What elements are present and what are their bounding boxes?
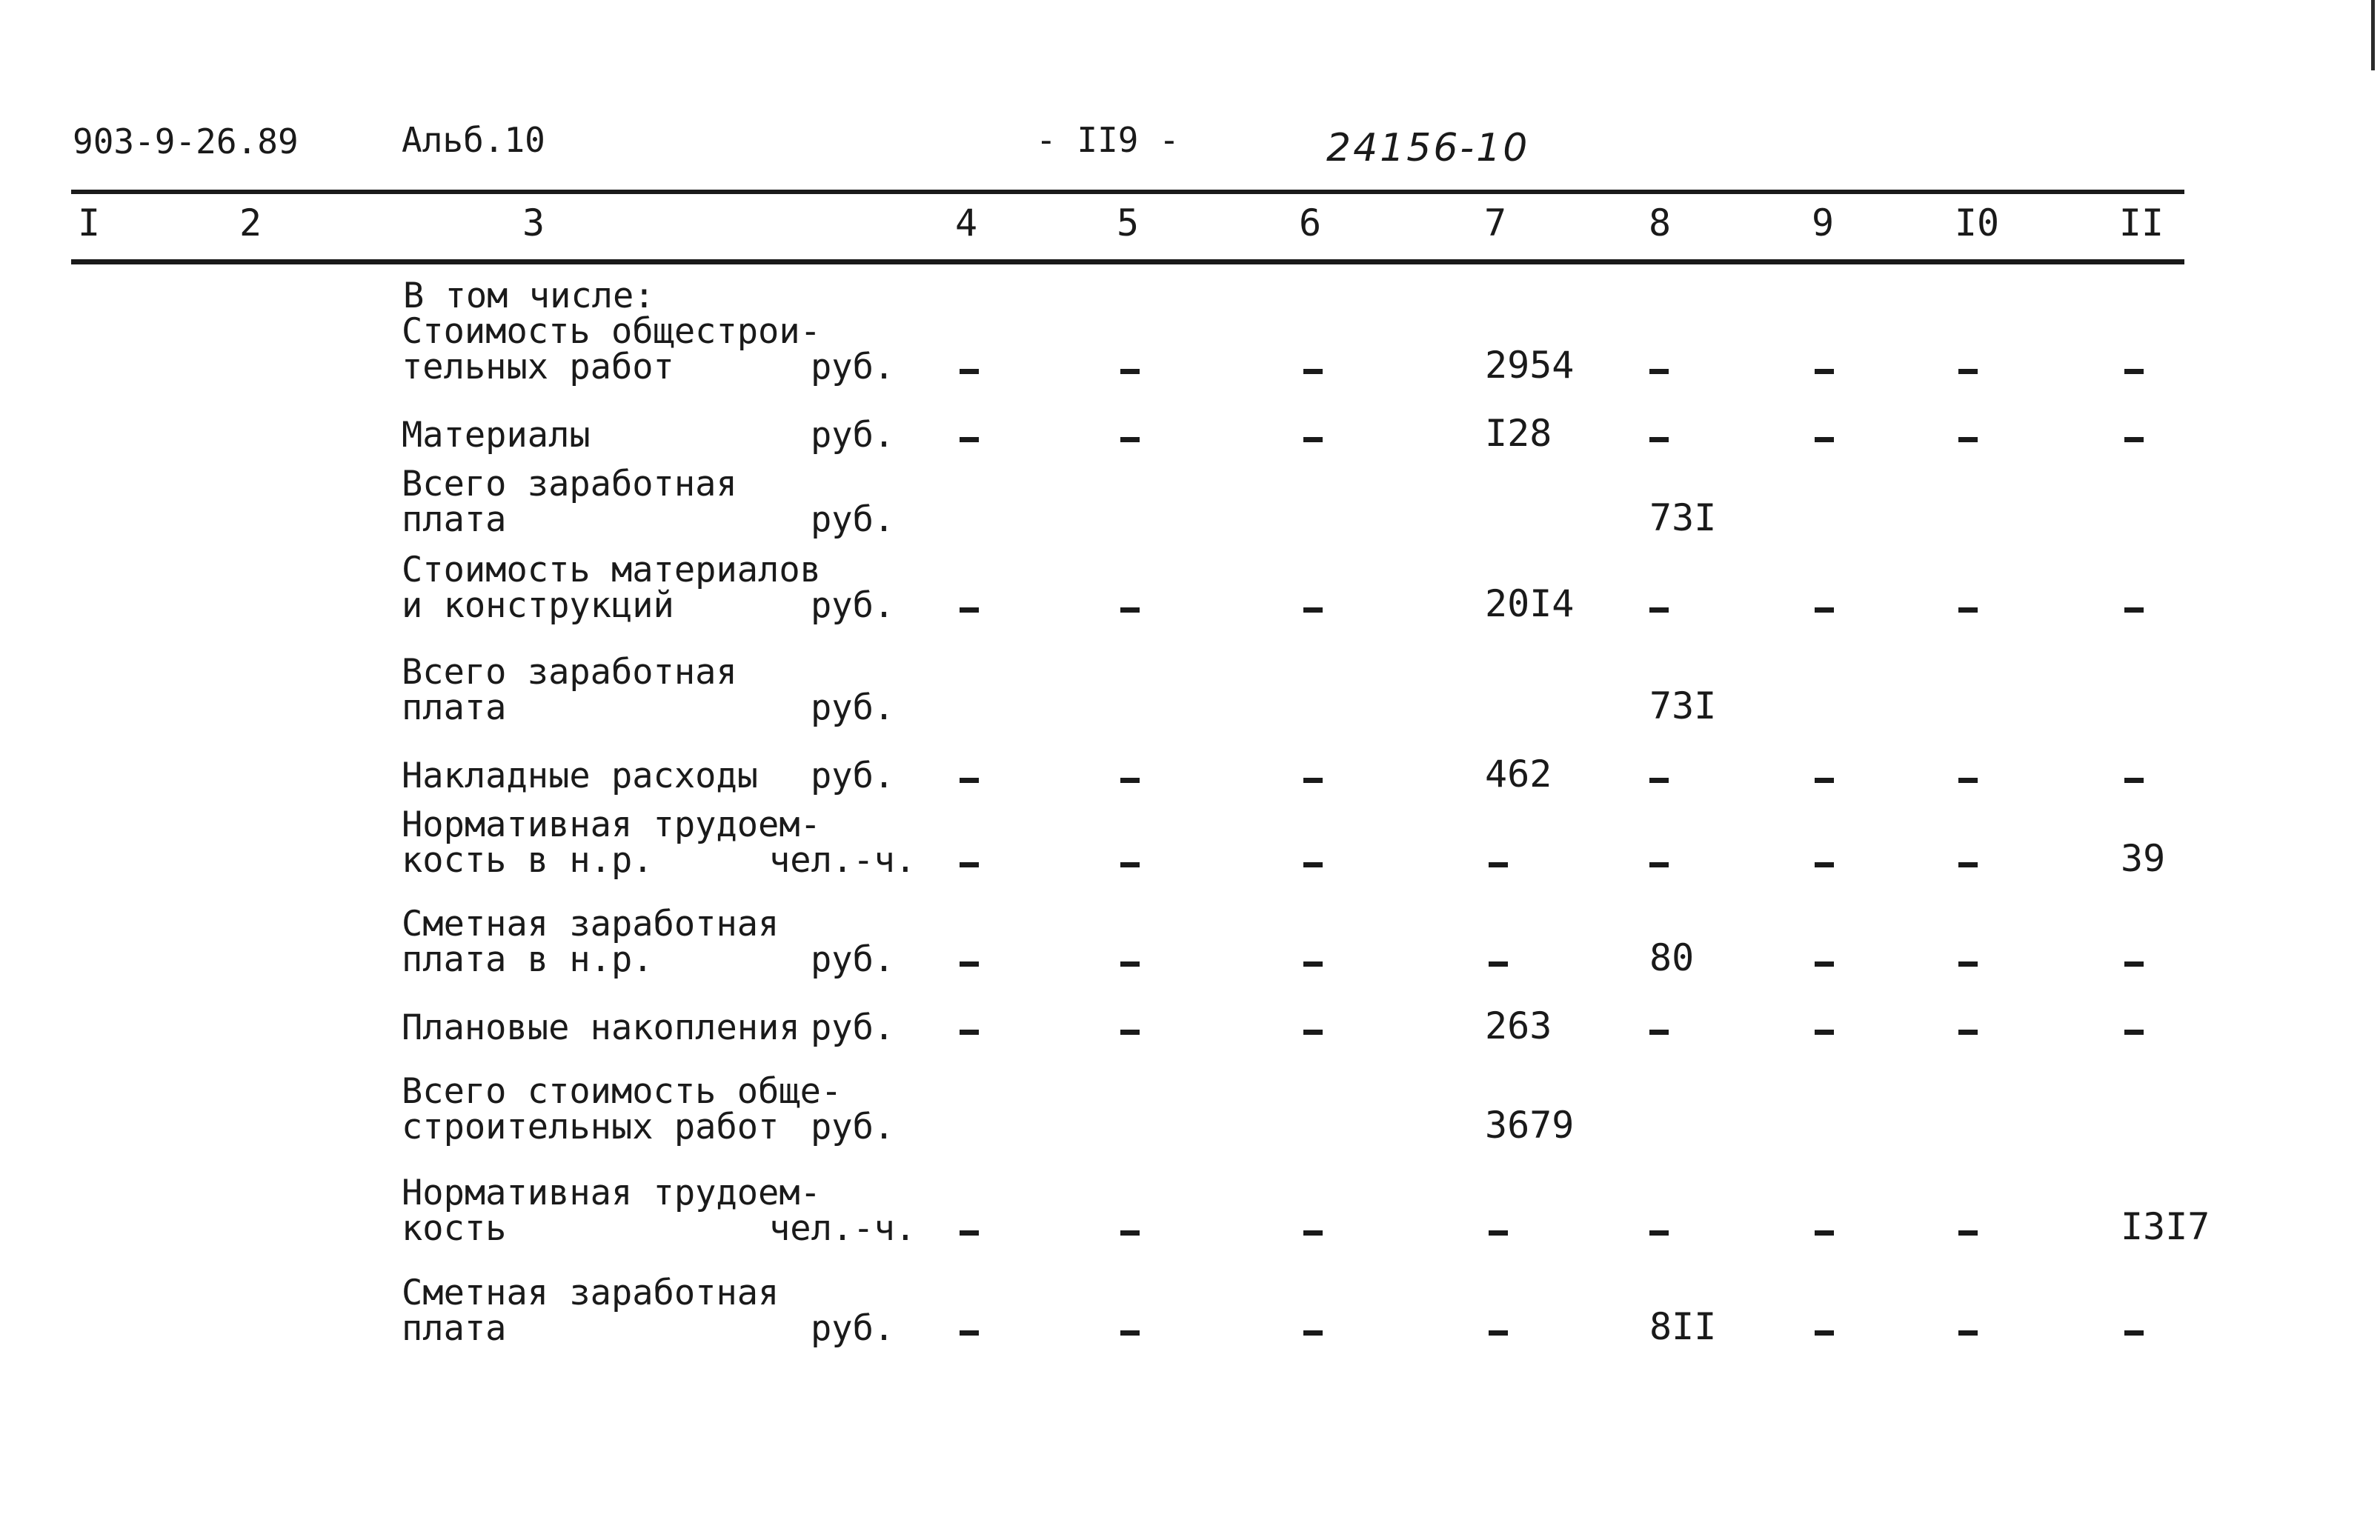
cell-dash [1489,1230,1508,1236]
cell-dash [2124,1330,2144,1336]
cell-dash [1303,1030,1323,1035]
cell-dash [960,778,979,783]
row-unit: руб. [811,499,895,540]
cell-dash [1303,437,1323,442]
cell-dash [2124,607,2144,613]
row-unit: руб. [811,1107,895,1147]
cell-dash [1120,437,1140,442]
cell-dash [1303,369,1323,374]
row-unit: руб. [811,585,895,626]
header-bottom-rule [71,259,2184,264]
cell-dash [1120,778,1140,783]
cell-dash [1649,862,1669,867]
column-header-1: I [77,201,101,244]
margin-mark [2371,0,2375,70]
cell-dash [1120,1230,1140,1236]
cell-dash [960,862,979,867]
cell-dash [1649,1030,1669,1035]
column-header-6: 6 [1298,201,1322,244]
cell-dash [2124,437,2144,442]
row-unit: чел.-ч. [769,840,917,881]
cell-dash [1815,437,1834,442]
cell-dash [960,961,979,967]
cell-dash [1815,1330,1834,1336]
cell-dash [1958,961,1978,967]
row-unit: руб. [811,347,895,387]
cell-value: 3679 [1485,1104,1575,1147]
cell-dash [960,1330,979,1336]
row-label-line: плата [402,499,507,540]
cell-dash [1649,369,1669,374]
cell-dash [1649,437,1669,442]
column-header-4: 4 [954,201,978,244]
cell-dash [1489,961,1508,967]
cell-value: I28 [1485,412,1552,455]
row-label-line: Нормативная трудоем- [402,1173,821,1213]
row-unit: руб. [811,939,895,980]
cell-dash [1958,778,1978,783]
row-label-line: Плановые накопления [402,1007,800,1048]
column-header-3: 3 [522,201,545,244]
row-label-line: кость [402,1208,507,1249]
cell-dash [1815,1230,1834,1236]
cell-dash [1958,1230,1978,1236]
album-label: Альб.10 [402,120,545,160]
cell-dash [1489,1330,1508,1336]
cell-dash [1958,1030,1978,1035]
cell-dash [960,1030,979,1035]
cell-dash [1303,778,1323,783]
row-label-line: Материалы [402,415,591,456]
row-label-line: Сметная заработная [402,904,780,944]
cell-value: 73I [1649,496,1717,539]
cell-dash [960,1230,979,1236]
column-header-5: 5 [1116,201,1140,244]
cell-dash [1303,607,1323,613]
cell-value: 263 [1485,1004,1552,1047]
cell-value: 73I [1649,684,1717,727]
row-label-line: Накладные расходы [402,756,759,796]
row-label-line: Всего стоимость обще- [402,1071,842,1112]
cell-value: 8II [1649,1305,1717,1348]
row-label-line: тельных работ [402,347,674,387]
cell-dash [1649,778,1669,783]
column-header-2: 2 [239,201,262,244]
column-header-7: 7 [1483,201,1507,244]
row-label-line: Всего заработная [402,464,737,504]
header-top-rule [71,190,2184,194]
cell-dash [1958,369,1978,374]
cell-dash [1958,607,1978,613]
cell-dash [1120,961,1140,967]
cell-dash [1120,369,1140,374]
row-label-line: плата в н.р. [402,939,654,980]
cell-dash [2124,369,2144,374]
cell-dash [2124,1030,2144,1035]
cell-dash [1815,607,1834,613]
row-unit: чел.-ч. [769,1208,917,1249]
row-label-line: Всего заработная [402,652,737,693]
cell-dash [1958,1330,1978,1336]
cell-dash [1815,778,1834,783]
row-unit: руб. [811,415,895,456]
cell-value: 20I4 [1485,582,1575,625]
cell-dash [1303,961,1323,967]
cell-value: 462 [1485,753,1552,796]
row-unit: руб. [811,687,895,728]
row-label-line: плата [402,687,507,728]
cell-value: I3I7 [2121,1205,2210,1248]
row-label-line: Стоимость материалов [402,550,821,590]
row-unit: руб. [811,1308,895,1349]
cell-dash [2124,778,2144,783]
cell-dash [1815,961,1834,967]
row-label-line: плата [402,1308,507,1349]
cell-dash [2124,961,2144,967]
cell-value: 39 [2121,837,2166,880]
inventory-number: 24156-10 [1326,126,1530,170]
cell-dash [1303,1330,1323,1336]
cell-dash [960,607,979,613]
cell-dash [1303,862,1323,867]
row-label-line: строительных работ [402,1107,780,1147]
cell-dash [1489,862,1508,867]
row-label-line: Стоимость общестрои- [402,311,821,352]
row-label-line: и конструкций [402,585,674,626]
column-header-9: 9 [1811,201,1835,244]
row-label-line: Нормативная трудоем- [402,804,821,845]
cell-dash [1649,1230,1669,1236]
cell-dash [1815,369,1834,374]
cell-dash [960,437,979,442]
row-unit: руб. [811,756,895,796]
intro-label: В том числе: [403,276,655,316]
cell-dash [1120,1330,1140,1336]
cell-dash [1303,1230,1323,1236]
cell-value: 80 [1649,936,1695,979]
cell-dash [1649,607,1669,613]
cell-dash [1815,1030,1834,1035]
cell-dash [1120,1030,1140,1035]
column-header-11: II [2118,201,2164,244]
cell-dash [1120,862,1140,867]
cell-dash [1958,862,1978,867]
cell-value: 2954 [1485,344,1575,387]
cell-dash [1815,862,1834,867]
cell-dash [960,369,979,374]
column-header-10: I0 [1954,201,2000,244]
document-code: 903-9-26.89 [73,121,299,161]
row-label-line: кость в н.р. [402,840,654,881]
page-number: - II9 - [1036,120,1180,160]
column-header-8: 8 [1648,201,1672,244]
cell-dash [1120,607,1140,613]
row-label-line: Сметная заработная [402,1273,780,1313]
row-unit: руб. [811,1007,895,1048]
cell-dash [1958,437,1978,442]
